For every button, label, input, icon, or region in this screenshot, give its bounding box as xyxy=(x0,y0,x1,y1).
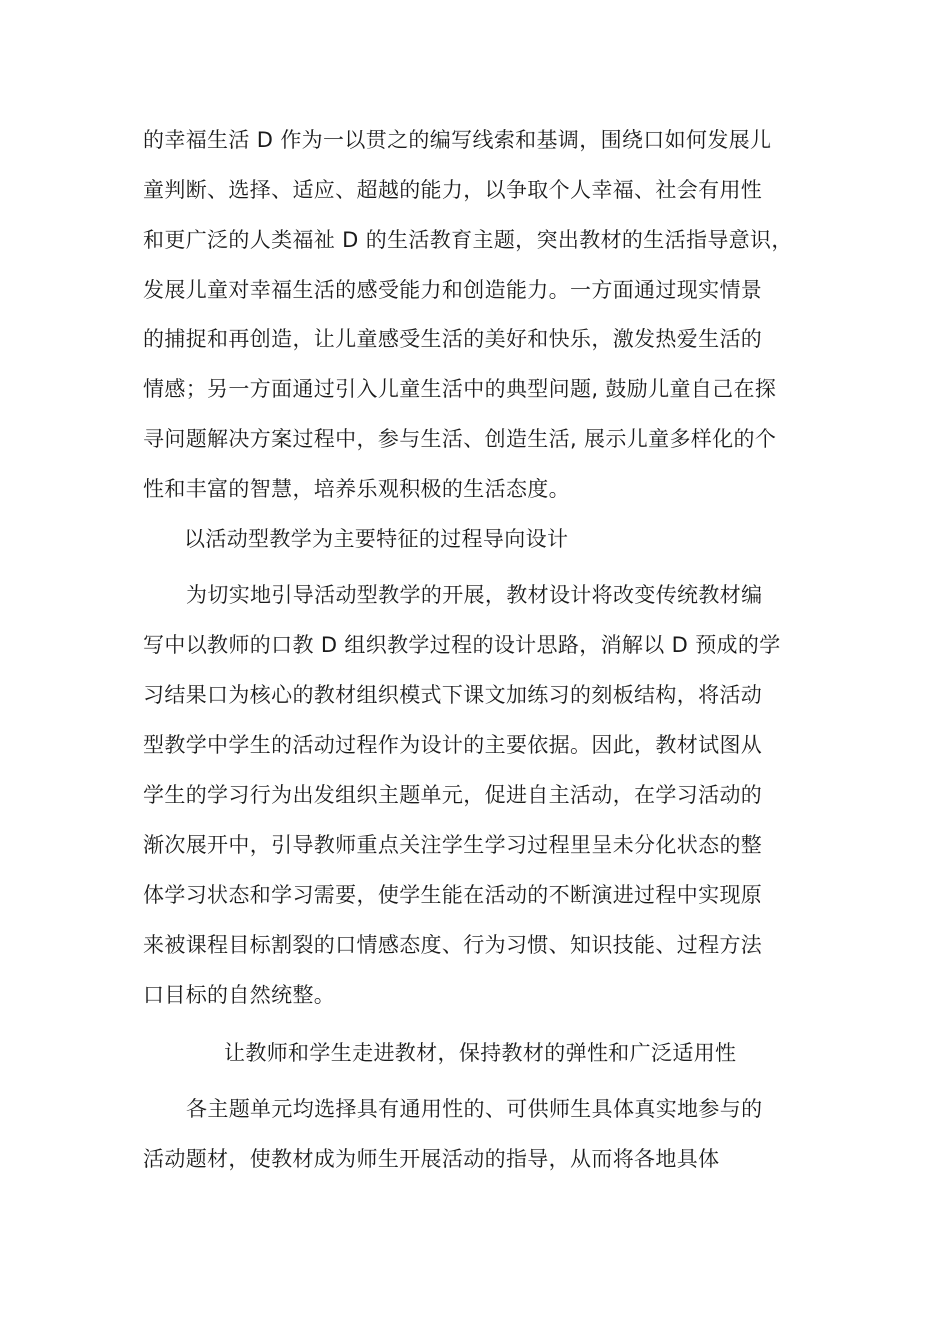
text-line: 体学习状态和学习需要，使学生能在活动的不断演进过程中实现原 xyxy=(143,883,763,907)
text-line: 的捕捉和再创造，让儿童感受生活的美好和快乐，激发热爱生活的 xyxy=(143,327,763,351)
text-line: 各主题单元均选择具有通用性的、可供师生具体真实地参与的 xyxy=(186,1097,763,1121)
text-line: 寻问题解决方案过程中，参与生活、创造生活, 展示儿童多样化的个 xyxy=(143,427,777,451)
section-heading: 让教师和学生走进教材，保持教材的弹性和广泛适用性 xyxy=(224,1041,737,1065)
text-line: 性和丰富的智慧，培养乐观积极的生活态度。 xyxy=(143,477,570,501)
text-line: 为切实地引导活动型教学的开展，教材设计将改变传统教材编 xyxy=(186,583,763,607)
section-heading: 以活动型教学为主要特征的过程导向设计 xyxy=(184,527,569,551)
text-line: 的幸福生活 D 作为一以贯之的编写线索和基调，围绕口如何发展儿 xyxy=(143,128,772,152)
text-line: 发展儿童对幸福生活的感受能力和创造能力。一方面通过现实情景 xyxy=(143,278,763,302)
text-line: 型教学中学生的活动过程作为设计的主要依据。因此，教材试图从 xyxy=(143,733,763,757)
text-line: 渐次展开中，引导教师重点关注学生学习过程里呈未分化状态的整 xyxy=(143,833,763,857)
text-line: 和更广泛的人类福祉 D 的生活教育主题，突出教材的生活指导意识， xyxy=(143,228,793,252)
text-line: 习结果口为核心的教材组织模式下课文加练习的刻板结构，将活动 xyxy=(143,683,763,707)
text-line: 口目标的自然统整。 xyxy=(143,983,336,1007)
text-line: 学生的学习行为出发组织主题单元，促进自主活动，在学习活动的 xyxy=(143,783,763,807)
text-line: 情感；另一方面通过引入儿童生活中的典型问题, 鼓励儿童自己在探 xyxy=(143,377,777,401)
text-line: 活动题材，使教材成为师生开展活动的指导，从而将各地具体 xyxy=(143,1147,720,1171)
text-line: 来被课程目标割裂的口情感态度、行为习惯、知识技能、过程方法 xyxy=(143,933,763,957)
text-line: 写中以教师的口教 D 组织教学过程的设计思路，消解以 D 预成的学 xyxy=(143,633,781,657)
text-line: 童判断、选择、适应、超越的能力，以争取个人幸福、社会有用性 xyxy=(143,178,763,202)
